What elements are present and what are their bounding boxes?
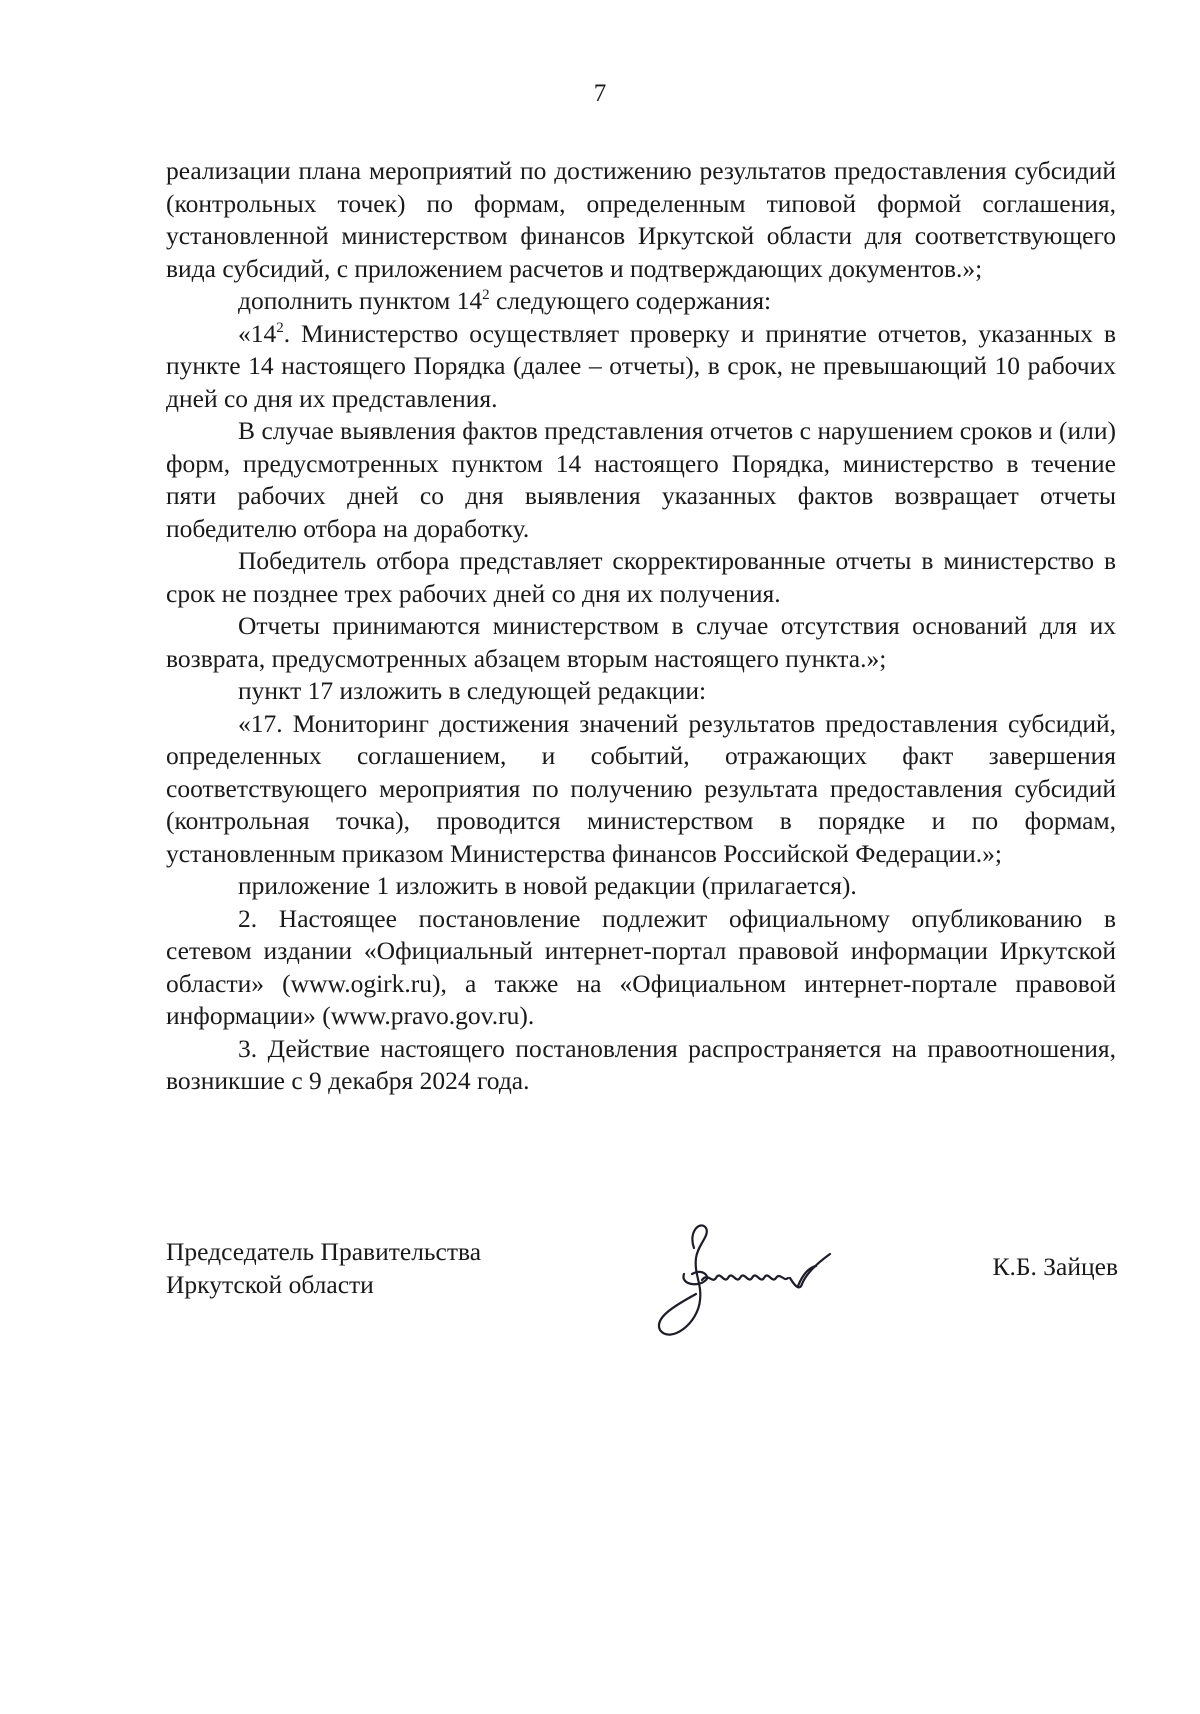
signer-title-line-1: Председатель Правительства [166, 1237, 482, 1266]
paragraph-amend-point-17: пункт 17 изложить в следующей редакции: [238, 676, 707, 705]
paragraph-item-2-publication: 2. Настоящее постановление подлежит официальному опубликованию в сетевом издании «Официальный интернет-портал правовой информации Иркутской области» (www.ogirk.ru), а также на «Официальном интернет-портале правовой информации» (www.pravo.gov.ru). [166, 903, 1116, 1030]
signer-name: К.Б. Зайцев [992, 1252, 1118, 1281]
point-14-2-number: «14 [238, 318, 277, 348]
handwritten-signature [640, 1214, 900, 1364]
signer-title [166, 1236, 481, 1301]
point-14-2-text: . Министерство осуществляет проверку и принятие отчетов, указанных в пункте 14 настоящего Порядка (далее – отчеты), в срок, не превышающий 10 рабочих дней со дня их представления. [166, 318, 1116, 413]
paragraph-point-17: «17. Мониторинг достижения значений результатов предоставления субсидий, определенных соглашением, и событий, отражающих факт завершения соответствующего мероприятия по получению результата предоставления субсидий (контрольная точка), проводится министерством в порядке и по формам, установленным приказом Министерства финансов Российской Федерации.»; [166, 708, 1116, 868]
paragraph-violation-return: В случае выявления фактов представления отчетов с нарушением сроков и (или) форм, предусмотренных пунктом 14 настоящего Порядка, министерство в течение пяти рабочих дней со дня выявления указанных фактов возвращает отчеты победителю отбора на доработку. [166, 416, 1116, 543]
amend-add-point-text: дополнить пунктом 14 [238, 286, 483, 315]
paragraph-item-3-effect: 3. Действие настоящего постановления распространяется на правоотношения, возникшие с 9 декабря 2024 года. [166, 1033, 1116, 1095]
page-number: 7 [593, 80, 607, 107]
signer-title-line-2: Иркутской области [166, 1269, 374, 1299]
superscript-2: 2 [276, 319, 284, 336]
paragraph-amend-add-point [166, 285, 1116, 318]
paragraph-point-14-2 [166, 318, 1116, 416]
amend-add-point-text-tail: следующего содержания: [489, 286, 772, 315]
superscript-2: 2 [482, 287, 490, 303]
paragraph-reports-accepted: Отчеты принимаются министерством в случае отсутствия оснований для их возврата, предусмотренных абзацем вторым настоящего пункта.»; [166, 611, 1116, 673]
document-body [166, 155, 1116, 1098]
paragraph-continuation: реализации плана мероприятий по достижению результатов предоставления субсидий (контрольных точек) по формам, определенным типовой формой соглашения, установленной министерством финансов Иркутской области для соответствующего вида субсидий, с приложением расчетов и подтверждающих документов.»; [166, 156, 1116, 283]
paragraph-appendix-1: приложение 1 изложить в новой редакции (прилагается). [238, 871, 857, 900]
paragraph-winner-resubmit: Победитель отбора представляет скорректированные отчеты в министерство в срок не позднее трех рабочих дней со дня их получения. [166, 546, 1116, 608]
